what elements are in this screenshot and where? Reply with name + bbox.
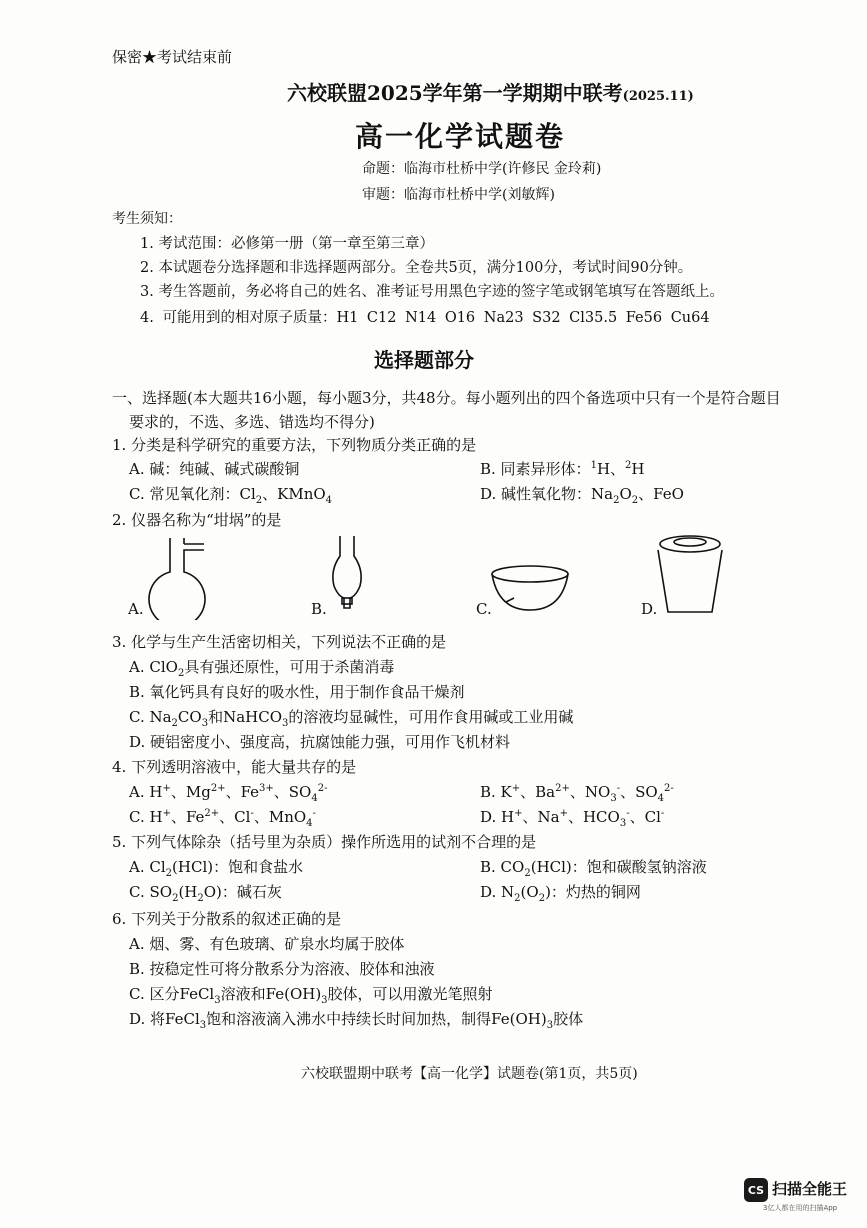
exam-title [287,77,694,106]
notice-item: 2. 本试题卷分选择题和非选择题两部分。全卷共5页，满分100分，考试时间90分钟。 [140,260,693,276]
question-4-option-c: C. H+、$Fe^{2+}$、Cl-、MnO$_4$- [129,808,316,829]
q6-d-mid: 饱和溶液滴入沸水中持续长时间加热，制得 [206,1010,492,1028]
question-4-option-a: A. H+、$Mg^{2+}$、$Fe^{3+}$、$SO_4^{2-}$ [129,783,328,804]
question-1-stem: 1. 分类是科学研究的重要方法，下列物质分类正确的是 [112,436,477,454]
apparatus-figures [128,528,808,620]
q6-c-label: C. 区分 [129,985,180,1003]
question-2-option-b: B. [311,600,327,618]
part-instructions-line1: 一、选择题(本大题共16小题，每小题3分，共48分。每小题列出的四个备选项中只有一个是符合题目 [112,389,781,407]
question-5-option-d: D. $N_2(O_2)$：灼热的铜网 [480,883,641,904]
question-4-option-b: B. K+、$Ba^{2+}$、$NO_3^-$、$SO_4^{2-}$ [480,783,674,804]
crucible-figure [658,536,722,612]
scanner-app-name: 扫描全能王 [772,1180,848,1198]
question-3-option-a: A. ClO$_2$具有强还原性，可用于杀菌消毒 [129,658,395,679]
q5-b-text: ：饱和碳酸氢钠溶液 [571,858,707,876]
notice-item: 1. 考试范围：必修第一册（第一章至第三章） [140,236,434,252]
question-5-option-b: B. $CO_2(HCl)$：饱和碳酸氢钠溶液 [480,858,707,879]
question-3-option-b: B. 氧化钙具有良好的吸水性，用于制作食品干燥剂 [129,683,465,701]
scanner-slogan: 3亿人都在用的扫描App [763,1204,838,1212]
evaporating-dish-figure [492,566,568,610]
q6-c-mid: 溶液和 [220,985,266,1003]
part-instructions-line2: 要求的，不选、多选、错选均不得分) [129,413,375,431]
q5-d-text: ：灼热的铜网 [550,883,641,901]
q3-c-text: 的溶液均显碱性，可用作食用碱或工业用碱 [288,708,574,726]
q6-d-text: 胶体 [553,1010,584,1028]
question-4-option-d: D. H+、Na+、$HCO_3^-$、Cl- [480,808,665,829]
confidential-label: 保密★考试结束前 [112,48,233,66]
round-bottom-flask-figure [149,538,205,620]
question-2-option-d: D. [641,600,658,618]
q3-c-and: 和 [208,708,224,726]
question-6-option-d: D. 将FeCl$_3$饱和溶液滴入沸水中持续长时间加热，制得$Fe(OH)_3$胶体 [129,1010,584,1031]
q6-d-label: D. 将 [129,1010,166,1028]
question-6-stem: 6. 下列关于分散系的叙述正确的是 [112,910,342,928]
scanner-logo-icon: CS [744,1178,768,1202]
q6-c-text: 胶体，可以用激光笔照射 [327,985,493,1003]
question-5-option-c: C. $SO_2(H_2O)$：碱石灰 [129,883,282,904]
notice-item: 4. 可能用到的相对原子质量：H1 C12 N14 O16 Na23 S32 Cl35.5 Fe56 Cu64 [140,310,710,326]
notice-heading: 考生须知： [112,211,182,227]
question-4-stem: 4. 下列透明溶液中，能大量共存的是 [112,758,357,776]
question-3-option-c: C. $Na_2CO_3$和NaHCO$_3$的溶液均显碱性，可用作食用碱或工业用碱 [129,708,574,729]
question-5-option-a: A. $Cl_2(HCl)$：饱和食盐水 [129,858,304,879]
exam-title-text: 六校联盟2025学年第一学期期中联考 [287,81,623,105]
q3-a-text: 具有强还原性，可用于杀菌消毒 [184,658,395,676]
page-footer: 六校联盟期中联考【高一化学】试题卷(第1页，共5页) [301,1066,638,1082]
separatory-funnel-figure [333,536,361,608]
q1-b-label: B. 同素异形体： [480,460,591,478]
question-2-stem: 2. 仪器名称为“坩埚”的是 [112,511,282,529]
question-1-option-c: C. 常见氧化剂：$Cl_2$、KMnO$_4$ [129,485,333,506]
question-6-option-c: C. 区分FeCl$_3$溶液和$Fe(OH)_3$胶体，可以用激光笔照射 [129,985,493,1006]
question-2-option-a: A. [128,600,144,618]
question-2-option-c: C. [476,600,492,618]
q1-d-label: D. 碱性氧化物： [480,485,592,503]
question-6-option-b: B. 按稳定性可将分散系分为溶液、胶体和浊液 [129,960,435,978]
q1-c-label: C. 常见氧化剂： [129,485,240,503]
reviewer-line: 审题：临海市杜桥中学(刘敏辉) [362,187,555,203]
q5-a-text: ：饱和食盐水 [213,858,304,876]
notice-item: 3. 考生答题前，务必将自己的姓名、准考证号用黑色字迹的签字笔或钢笔填写在答题纸上。 [140,284,724,300]
question-1-option-b: B. 同素异形体：$^1$H、$^2$H [480,460,645,478]
exam-date: (2025.11) [622,89,694,104]
question-1-option-a: A. 碱：纯碱、碱式碳酸铜 [129,460,300,478]
section-title: 选择题部分 [374,348,474,372]
q5-c-text: ：碱石灰 [221,883,282,901]
setter-line: 命题：临海市杜桥中学(许修民 金玲莉) [362,161,602,177]
paper-title: 高一化学试题卷 [355,120,566,153]
question-6-option-a: A. 烟、雾、有色玻璃、矿泉水均属于胶体 [129,935,405,953]
question-1-option-d: D. 碱性氧化物：$Na_2O_2$、FeO [480,485,684,506]
question-3-stem: 3. 化学与生产生活密切相关，下列说法不正确的是 [112,633,447,651]
question-3-option-d: D. 硬铝密度小、强度高，抗腐蚀能力强，可用作飞机材料 [129,733,511,751]
question-5-stem: 5. 下列气体除杂（括号里为杂质）操作所选用的试剂不合理的是 [112,833,537,851]
